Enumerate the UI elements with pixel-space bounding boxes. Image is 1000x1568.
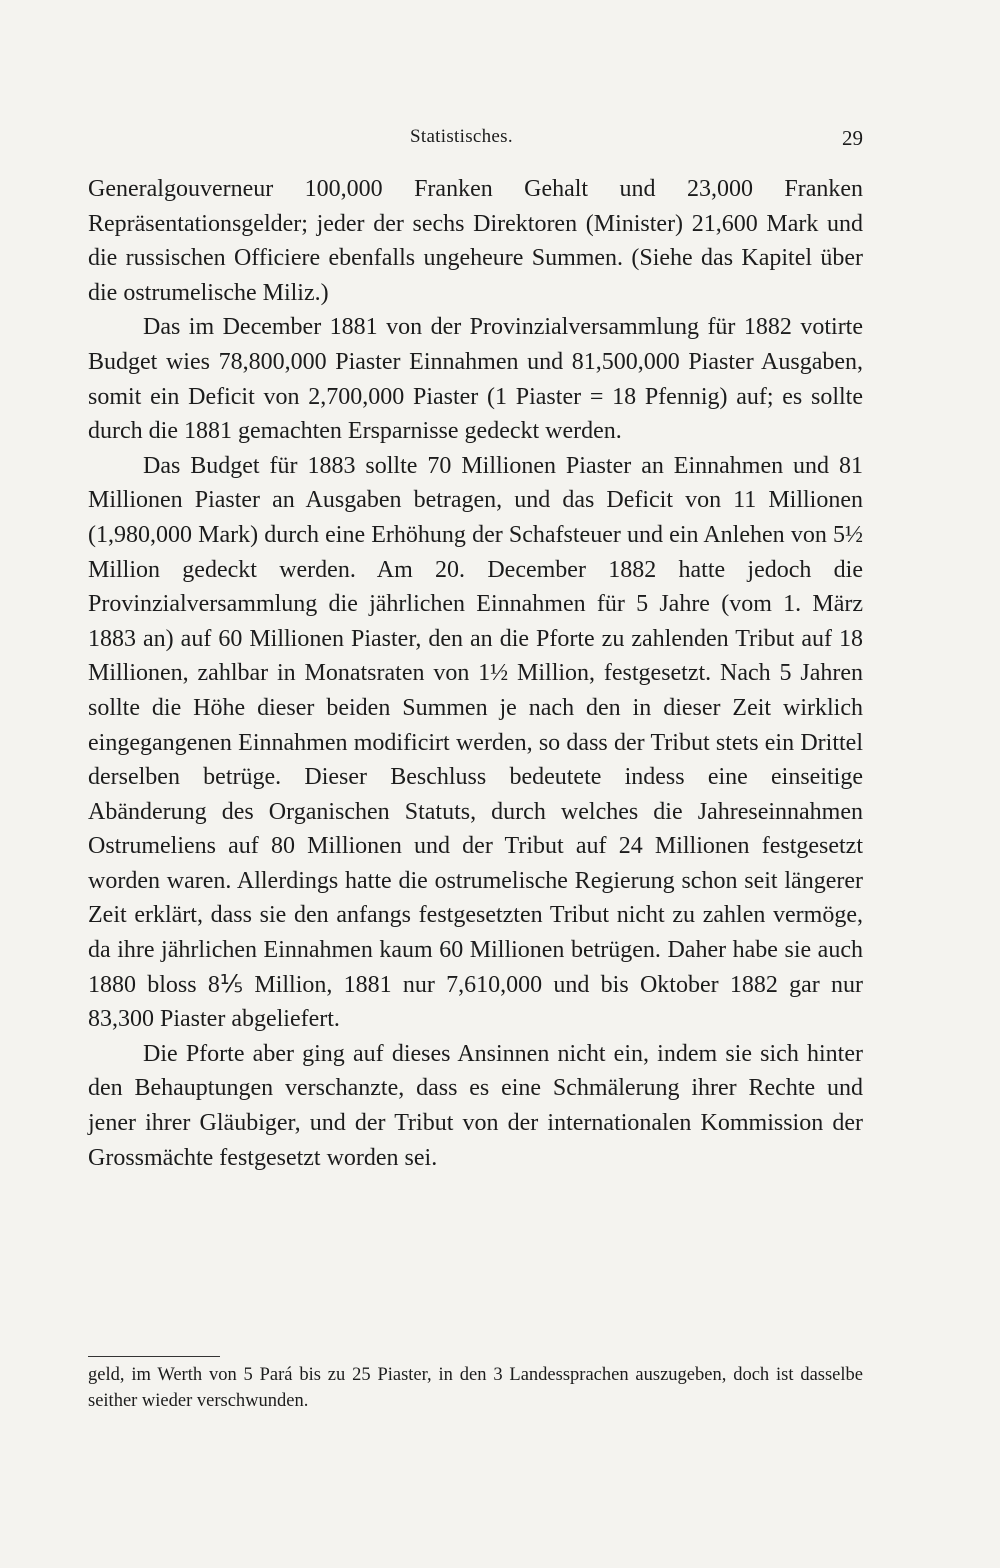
running-head: Statistisches. [410,126,513,147]
footnote [88,1362,863,1414]
paragraph: Generalgouverneur 100,000 Franken Gehalt und 23,000 Franken Repräsentationsgelder; jeder der sechs Direktoren (Minister) 21,600 Mark und die russischen Officiere ebenfalls ungeheure Summen. (Siehe das Kapitel über die ostrumelische Miliz.) [88,176,863,306]
paragraph: Die Pforte aber ging auf dieses Ansinnen nicht ein, indem sie sich hinter den Behauptungen verschanzte, dass es eine Schmälerung ihrer Rechte und jener ihrer Gläubiger, und der Tribut von der internationalen Kommission der Grossmächte festgesetzt worden sei. [88,1040,863,1171]
body-text [88,172,863,1175]
page-number: 29 [842,126,863,150]
paragraph: Das Budget für 1883 sollte 70 Millionen Piaster an Einnahmen und 81 Millionen Piaster an Ausgaben betragen, und das Deficit von 11 Millionen (1,980,000 Mark) durch eine Erhöhung der Schafsteuer und ein Anlehen von 5½ Million gedeckt werden. Am 20. December 1882 hatte jedoch die Provinzialversammlung die jährlichen Einnahmen für 5 Jahre (vom 1. März 1883 an) auf 60 Millionen Piaster, den an die Pforte zu zahlenden Tribut auf 18 Millionen, zahlbar in Monatsraten von 1½ Million, festgesetzt. Nach 5 Jahren sollte die Höhe dieser beiden Summen je nach den in dieser Zeit wirklich eingegangenen Einnahmen modificirt werden, so dass der Tribut stets ein Drittel derselben betrüge. Dieser Beschluss bedeutete indess eine einseitige Abänderung des Organischen Statuts, durch welches die Jahreseinnahmen Ostrumeliens auf 80 Millionen und der Tribut auf 24 Millionen festgesetzt worden waren. Allerdings hatte die ostrumelische Regierung schon seit längerer Zeit erklärt, dass sie den anfangs festgesetzten Tribut nicht zu zahlen vermöge, da ihre jährlichen Einnahmen kaum 60 Millionen betrügen. Daher habe sie auch 1880 bloss 8⅕ Million, 1881 nur 7,610,000 und bis Oktober 1882 gar nur 83,300 Piaster abgeliefert. [88,452,863,1033]
footnote-divider [88,1356,220,1357]
footnote-text: geld, im Werth von 5 Pará bis zu 25 Piaster, in den 3 Landessprachen auszugeben, doch ist dasselbe seither wieder verschwunden. [88,1365,863,1411]
paragraph: Das im December 1881 von der Provinzialversammlung für 1882 votirte Budget wies 78,800,000 Piaster Einnahmen und 81,500,000 Piaster Ausgaben, somit ein Deficit von 2,700,000 Piaster (1 Piaster = 18 Pfennig) auf; es sollte durch die 1881 gemachten Ersparnisse gedeckt werden. [88,314,863,445]
page-header [88,126,863,156]
